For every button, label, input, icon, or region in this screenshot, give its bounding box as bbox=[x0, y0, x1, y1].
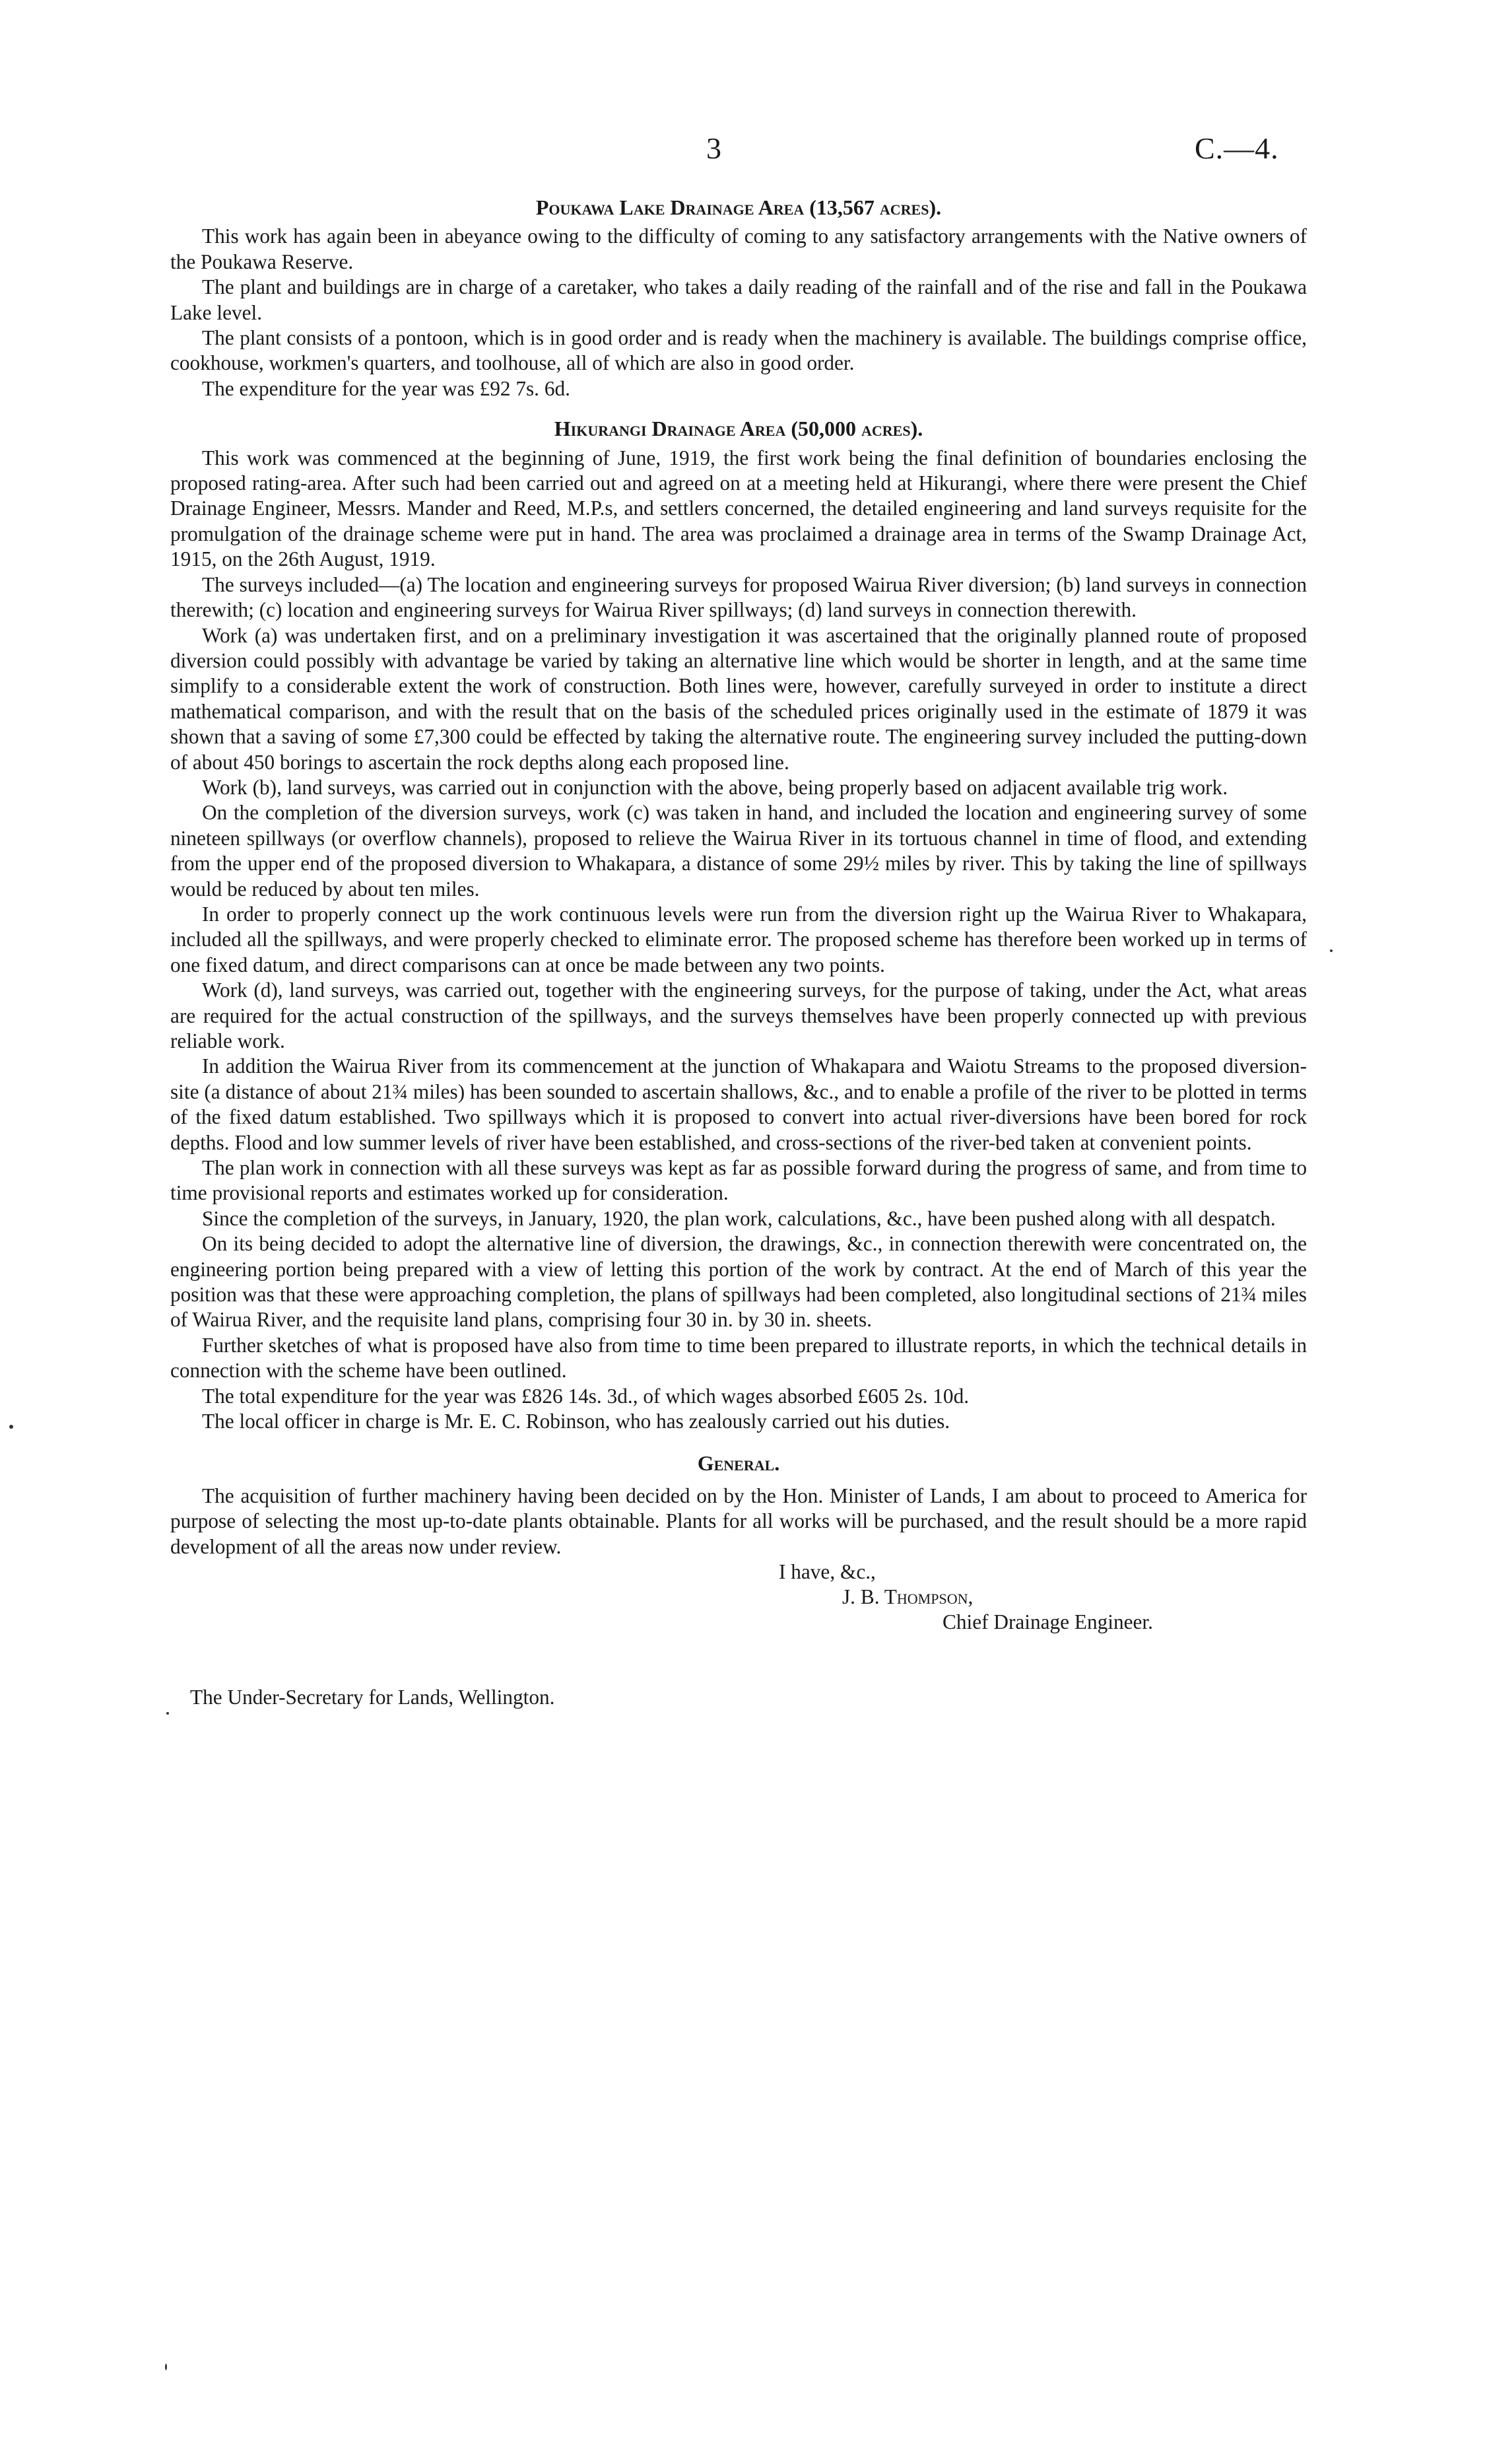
page-header bbox=[0, 131, 1489, 170]
paragraph: The expenditure for the year was £92 7s. 6d. bbox=[202, 376, 570, 400]
paragraph: Since the completion of the surveys, in January, 1920, the plan work, calculations, &c., have been pushed along with all despatch. bbox=[202, 1206, 1276, 1230]
paragraph: Work (d), land surveys, was carried out, together with the engineering surveys, for the purpose of taking, under the Act, what areas are required for the actual construction of the spillways, and the surveys themselves have been properly connected up with previous reliable work. bbox=[170, 978, 1307, 1052]
paragraph: The acquisition of further machinery having been decided on by the Hon. Minister of Lands, I am about to proceed to America for purpose of selecting the most up-to-date plants obtainable. Plants for all works will be purchased, and the result should be a more rapid development of all the areas now under review. bbox=[170, 1484, 1307, 1558]
paragraph: The plant and buildings are in charge of a caretaker, who takes a daily reading of the rainfall and of the rise and fall in the Poukawa Lake level. bbox=[170, 275, 1307, 324]
page-number: 3 bbox=[706, 131, 721, 165]
paragraph: The plan work in connection with all these surveys was kept as far as possible forward during the progress of same, and from time to time provisional reports and estimates worked up for consideration. bbox=[170, 1156, 1307, 1205]
signature-block bbox=[170, 1559, 1307, 1685]
section-heading-hikurangi: Hikurangi Drainage Area (50,000 acres). bbox=[554, 417, 923, 441]
section-heading-general: General. bbox=[697, 1451, 780, 1475]
scan-speck bbox=[166, 1712, 169, 1715]
scan-speck bbox=[1330, 949, 1333, 952]
paragraph: Work (a) was undertaken first, and on a preliminary investigation it was ascertained that the originally planned route of proposed diversion could possibly with advantage be varied by taking an alternative line which would be shorter in length, and at the same time simplify to a considerable extent the work of construction. Both lines were, however, carefully surveyed in order to institute a direct mathematical comparison, and with the result that on the basis of the scheduled prices originally used in the estimate of 1879 it was shown that a saving of some £7,300 could be effected by taking the alternative route. The engineering survey included the putting-down of about 450 borings to ascertain the rock depths along each proposed line. bbox=[170, 623, 1307, 774]
paragraph: In addition the Wairua River from its commencement at the junction of Whakapara and Waiotu Streams to the proposed diversion-site (a distance of about 21¾ miles) has been sounded to ascertain shallows, &c., and to enable a profile of the river to be plotted in terms of the fixed datum established. Two spillways which it is proposed to convert into actual river-diversions have been bored for rock depths. Flood and low summer levels of river have been established, and cross-sections of the river-bed taken at convenient points. bbox=[170, 1054, 1307, 1154]
scan-speck bbox=[9, 1425, 13, 1429]
addressee: The Under-Secretary for Lands, Wellington. bbox=[190, 1686, 555, 1709]
section-heading-poukawa: Poukawa Lake Drainage Area (13,567 acres). bbox=[535, 195, 942, 219]
paragraph: The local officer in charge is Mr. E. C. Robinson, who has zealously carried out his duties. bbox=[202, 1410, 950, 1433]
paragraph: Further sketches of what is proposed have also from time to time been prepared to illustrate reports, in which the technical details in connection with the scheme have been outlined. bbox=[170, 1333, 1307, 1383]
paper-reference: C.—4. bbox=[1195, 131, 1279, 165]
paragraph: This work was commenced at the beginning of June, 1919, the first work being the final definition of boundaries enclosing the proposed rating-area. After such had been carried out and agreed on at a meeting held at Hikurangi, where there were present the Chief Drainage Engineer, Messrs. Mander and Reed, M.P.s, and settlers concerned, the detailed engineering and land surveys requisite for the promulgation of the drainage scheme were put in hand. The area was proclaimed a drainage area in terms of the Swamp Drainage Act, 1915, on the 26th August, 1919. bbox=[170, 446, 1307, 571]
signatory-name: J. B. Thompson, bbox=[842, 1585, 974, 1609]
signatory-title: Chief Drainage Engineer. bbox=[943, 1610, 1153, 1634]
report-body bbox=[170, 195, 1307, 1711]
paragraph: On its being decided to adopt the alternative line of diversion, the drawings, &c., in connection therewith were concentrated on, the engineering portion being prepared with a view of letting this portion of the work by contract. At the end of March of this year the position was that these were approaching completion, the plans of spillways had been completed, also longitudinal sections of 21¾ miles of Wairua River, and the requisite land plans, comprising four 30 in. by 30 in. sheets. bbox=[170, 1232, 1307, 1332]
paragraph: In order to properly connect up the work continuous levels were run from the diversion right up the Wairua River to Whakapara, included all the spillways, and were properly checked to eliminate error. The proposed scheme has therefore been worked up in terms of one fixed datum, and direct comparisons can at once be made between any two points. bbox=[170, 902, 1307, 976]
paragraph: The plant consists of a pontoon, which is in good order and is ready when the machinery is available. The buildings comprise office, cookhouse, workmen's quarters, and toolhouse, all of which are also in good order. bbox=[170, 326, 1307, 375]
paragraph: This work has again been in abeyance owing to the difficulty of coming to any satisfactory arrangements with the Native owners of the Poukawa Reserve. bbox=[170, 224, 1307, 273]
paragraph: On the completion of the diversion surveys, work (c) was taken in hand, and included the location and engineering survey of some nineteen spillways (or overflow channels), proposed to relieve the Wairua River in its tortuous channel in time of flood, and extending from the upper end of the proposed diversion to Whakapara, a distance of some 29½ miles by river. This by taking the line of spillways would be reduced by about ten miles. bbox=[170, 801, 1307, 901]
scan-speck bbox=[165, 2364, 167, 2370]
paragraph: The surveys included—(a) The location and engineering surveys for proposed Wairua River diversion; (b) land surveys in connection therewith; (c) location and engineering surveys for Wairua River spillways; (d) land surveys in connection therewith. bbox=[170, 572, 1307, 622]
paragraph: Work (b), land surveys, was carried out in conjunction with the above, being properly based on adjacent available trig work. bbox=[202, 775, 1228, 799]
paragraph: The total expenditure for the year was £826 14s. 3d., of which wages absorbed £605 2s. 10d. bbox=[202, 1384, 970, 1408]
salutation: I have, &c., bbox=[779, 1560, 876, 1584]
